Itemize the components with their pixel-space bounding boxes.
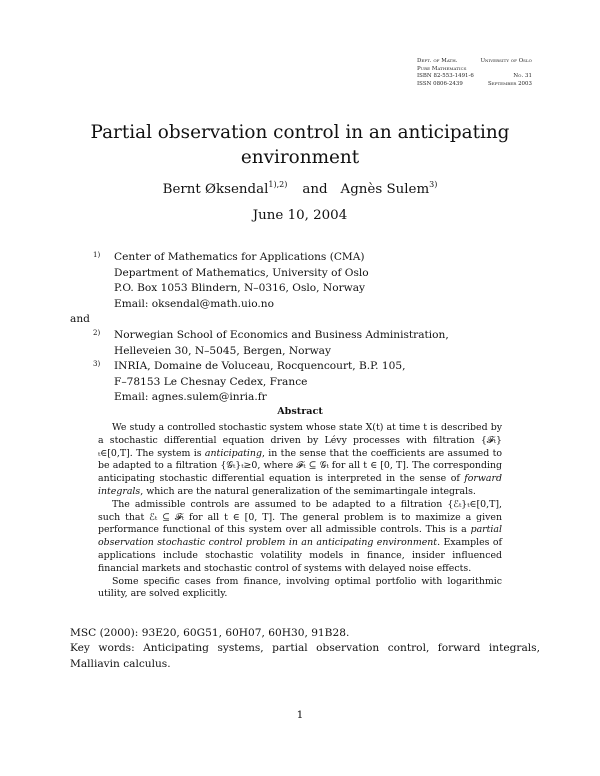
author-conjunction: and [302, 182, 328, 197]
abstract-heading: Abstract [277, 406, 323, 417]
affiliation-line: Email: oksendal@math.uio.no [114, 297, 274, 310]
affiliation-marker: 2) [93, 328, 101, 337]
keywords: Key words: Anticipating systems, partial observation control, forward integrals, Malliavin calculus. [70, 642, 540, 670]
affiliation-marker: 3) [93, 360, 101, 369]
affiliation-line: Department of Mathematics, University of Oslo [114, 266, 369, 279]
abstract-body [98, 422, 502, 601]
author-name: Agnès Sulem [340, 182, 430, 197]
affiliation-line: Norwegian School of Economics and Business Administration, [114, 328, 449, 341]
series-cell-left: Pure Mathematics [417, 65, 467, 72]
abstract-text: . Examples of applications include stochastic volatility models in finance, insider influenced financial markets and stochastic control of systems with delayed noise effects. [98, 537, 502, 574]
abstract-emphasis: partial observation stochastic control problem in an anticipating environment [98, 524, 502, 549]
abstract-paragraph [98, 422, 502, 499]
author-affiliation-marker: 3) [429, 180, 438, 189]
series-row [417, 81, 532, 89]
abstract-emphasis: anticipating [204, 447, 262, 459]
affiliation-line: Helleveien 30, N–5045, Bergen, Norway [114, 344, 331, 357]
author-affiliation-marker: 1),2) [268, 180, 288, 189]
series-row [417, 58, 532, 66]
series-cell-right: September 2003 [488, 80, 532, 87]
page-number: 1 [296, 709, 304, 721]
affiliation-conjunction: and [70, 313, 90, 326]
msc-classification: MSC (2000): 93E20, 60G51, 60H07, 60H30, 91B28. [70, 627, 350, 639]
abstract-text: , in the sense that the coefficients are assumed to be adapted to a filtration {𝒢ₜ}ₜ≥0, where 𝓕ₜ ⊆ 𝒢ₜ for all t ∈ [0, T]. The corresponding anticipating stochastic differential equation is interpreted in the sense of [98, 447, 502, 485]
series-cell-left: Dept. of Math. [417, 58, 458, 64]
affiliation-line: Email: agnes.sulem@inria.fr [114, 391, 267, 404]
affiliation-line: Center of Mathematics for Applications (CMA) [114, 251, 365, 263]
affiliation-block [70, 328, 530, 359]
author-line [60, 180, 540, 197]
abstract-paragraph [98, 499, 502, 576]
affiliation-block [70, 359, 530, 406]
affiliation-line: INRIA, Domaine de Voluceau, Rocquencourt, B.P. 105, [114, 360, 406, 373]
series-cell-right: No. 31 [513, 73, 532, 80]
series-row [417, 66, 532, 74]
series-cell-right: University of Oslo [480, 58, 532, 64]
affiliation-line: F–78153 Le Chesnay Cedex, France [114, 375, 308, 388]
affiliations [70, 250, 530, 406]
series-header [417, 58, 532, 88]
series-cell-left: ISSN 0806-2439 [417, 80, 463, 87]
affiliation-marker: 1) [93, 251, 101, 259]
affiliation-block [70, 250, 530, 312]
paper-date: June 10, 2004 [252, 208, 348, 223]
author-name: Bernt Øksendal [162, 182, 269, 197]
abstract-text: The admissible controls are assumed to be adapted to a filtration {ℰₜ}ₜ∈[0,T], such that ℰₜ ⊆ 𝓕ₜ for all t ∈ [0, T]. The general problem is to maximize a given performance functional of this system over all admissible controls. This is a [98, 498, 502, 536]
series-cell-left: ISBN 82-553-1491-6 [417, 73, 474, 80]
abstract-text: , which are the natural generalization of the semimartingale integrals. [140, 485, 476, 497]
abstract-paragraph: Some specific cases from finance, involving optimal portfolio with logarithmic utility, are solved explicitly. [98, 575, 502, 600]
series-row [417, 73, 532, 81]
abstract-text: We study a controlled stochastic system whose state X(t) at time t is described by a stochastic differential equation driven by Lévy processes with filtration {𝓕ₜ}ₜ∈[0,T]. The system is [98, 422, 502, 459]
abstract-emphasis: forward integrals [98, 473, 502, 497]
paper-title: Partial observation control in an anticipating environment [90, 122, 510, 168]
affiliation-line: P.O. Box 1053 Blindern, N–0316, Oslo, Norway [114, 282, 365, 295]
